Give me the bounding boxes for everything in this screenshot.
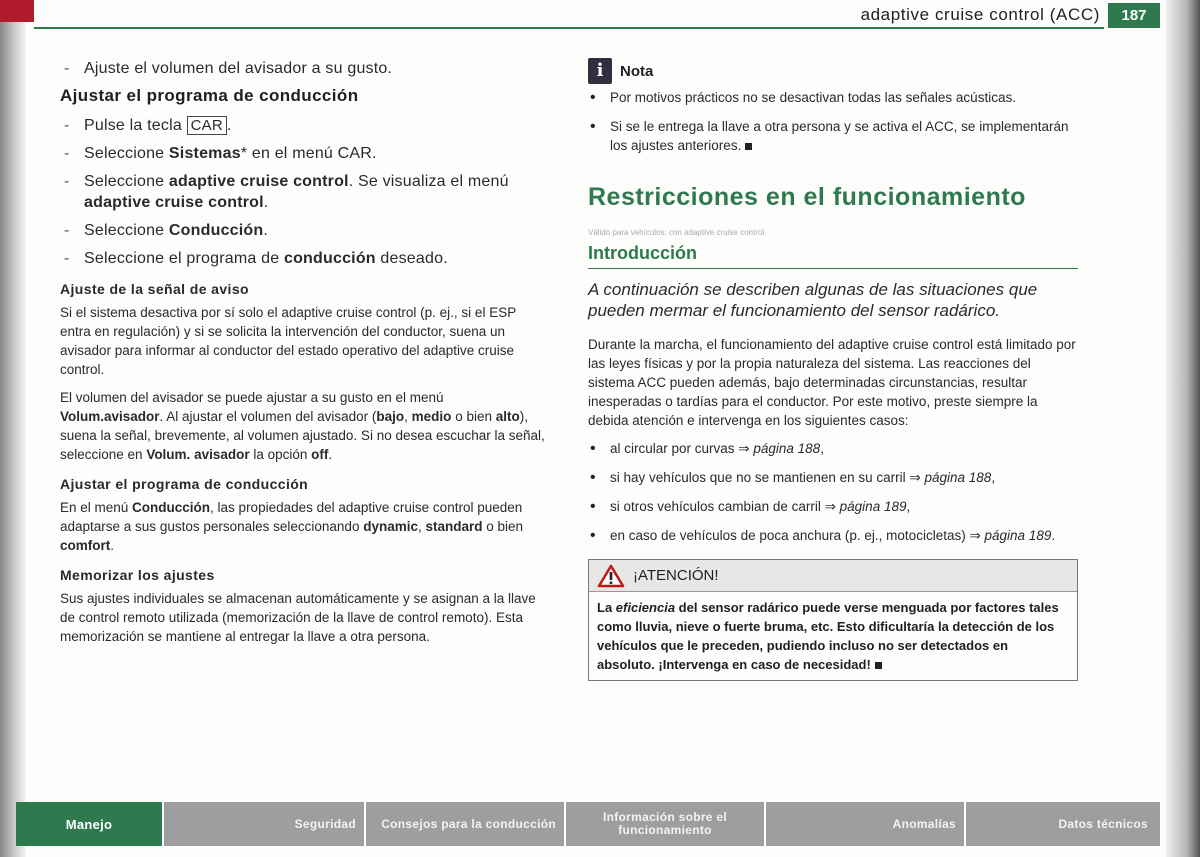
- menu-term: standard: [425, 519, 483, 534]
- text: .: [1051, 528, 1056, 543]
- program2-paragraph: [60, 498, 550, 555]
- list-item: [588, 439, 1078, 458]
- step-text: * en el menú CAR.: [240, 145, 377, 162]
- step-acc: [60, 171, 550, 213]
- warning-triangle-icon: [597, 564, 625, 588]
- page-reference-link[interactable]: ⇒ página 189: [969, 528, 1052, 543]
- page-edge-right: [1166, 0, 1200, 857]
- menu-term: Volum.avisador: [60, 409, 160, 424]
- note-header: [588, 58, 1078, 84]
- program-heading: Ajustar el programa de conducción: [60, 86, 359, 105]
- left-column: [60, 58, 550, 655]
- tab-seguridad[interactable]: Seguridad: [164, 802, 366, 846]
- warning-box: [588, 559, 1078, 681]
- note-bullet: • Por motivos prácticos no se desactivan todas las señales acústicas.: [588, 88, 1078, 107]
- step-press-car: [60, 115, 550, 136]
- menu-term: Volum. avisador: [146, 447, 250, 462]
- warning-label: ¡ATENCIÓN!: [633, 567, 719, 584]
- step-text: deseado.: [375, 250, 448, 267]
- text: ,: [906, 499, 911, 514]
- tab-consejos[interactable]: Consejos para la conducción: [366, 802, 566, 846]
- step-sistemas: [60, 143, 550, 164]
- step-text: Seleccione el programa de: [84, 250, 284, 267]
- menu-term: Conducción: [132, 500, 211, 515]
- text: , las propiedades del adaptive cruise control pueden adaptarse a sus gustos personales seleccionando: [60, 500, 523, 534]
- step-text: Seleccione: [84, 173, 169, 190]
- text: ,: [417, 519, 426, 534]
- text: ,: [991, 470, 996, 485]
- section-title: Restricciones en el funcionamiento: [588, 183, 1026, 211]
- step-volume: - Ajuste el volumen del avisador a su gusto.: [60, 58, 550, 79]
- tab-manejo[interactable]: Manejo: [16, 802, 164, 846]
- text: en caso de vehículos de poca anchura (p. ej., motocicletas): [610, 528, 970, 543]
- menu-term: comfort: [60, 538, 111, 553]
- step-program: [60, 248, 550, 269]
- text: o bien: [451, 409, 496, 424]
- running-header: adaptive cruise control (ACC): [860, 5, 1100, 24]
- page-reference-link[interactable]: ⇒ página 188: [738, 441, 821, 456]
- menu-term: Sistemas: [168, 145, 241, 162]
- warning-header: [589, 560, 1077, 592]
- menu-term: medio: [411, 409, 452, 424]
- info-icon: i: [588, 58, 612, 84]
- intro-paragraph: A continuación se describen algunas de las situaciones que pueden mermar el funcionamiento del sensor radárico.: [588, 280, 1038, 320]
- note-label: Nota: [620, 62, 654, 80]
- text: Si se le entrega la llave a otra persona y se activa el ACC, se implementarán los ajustes anteriores.: [610, 119, 1069, 153]
- step-text: .: [226, 117, 232, 134]
- menu-term: bajo: [376, 409, 405, 424]
- tab-datos-tecnicos[interactable]: Datos técnicos: [966, 802, 1160, 846]
- menu-term: conducción: [283, 250, 376, 267]
- text: ,: [404, 409, 412, 424]
- text: .: [110, 538, 115, 553]
- page-reference-link[interactable]: ⇒ página 188: [909, 470, 992, 485]
- signal-heading: Ajuste de la señal de aviso: [60, 281, 249, 297]
- end-mark: [875, 662, 882, 669]
- text: La: [597, 600, 616, 615]
- text: si hay vehículos que no se mantienen en su carril: [610, 470, 910, 485]
- menu-term: alto: [495, 409, 520, 424]
- text: En el menú: [60, 500, 133, 515]
- signal-paragraph-2: [60, 388, 550, 464]
- menu-term: Conducción: [168, 222, 264, 239]
- list-item: [588, 468, 1078, 487]
- text: ), suena la señal, brevemente, al volumen ajustado. Si no desea escuchar la señal, seleccione en: [60, 409, 545, 462]
- menu-term: adaptive cruise control: [168, 173, 349, 190]
- tab-anomalias[interactable]: Anomalías: [766, 802, 966, 846]
- text: ,: [820, 441, 824, 456]
- car-key: CAR: [187, 116, 227, 135]
- signal-paragraph-1: Si el sistema desactiva por sí solo el adaptive cruise control (p. ej., si el ESP entra en regulación) y si se solicita la intervención del conductor, suena un avisador para informar al conductor del estado operativo del adaptive cruise control.: [60, 305, 516, 377]
- memory-heading: Memorizar los ajustes: [60, 567, 215, 583]
- chapter-tabs: [16, 802, 1160, 846]
- text: del sensor radárico puede verse menguada por factores tales como lluvia, nieve o fuerte bruma, etc. Esto dificultaría la detección de los vehículos que le preceden, pudiendo incluso no ser detectados en absoluto. ¡Intervenga en caso de necesidad!: [597, 600, 1059, 672]
- list-item: [588, 497, 1078, 516]
- intro-heading: Introducción: [588, 243, 1078, 269]
- tab-informacion[interactable]: Información sobre el funcionamiento: [566, 802, 766, 846]
- menu-term: off: [311, 447, 329, 462]
- memory-paragraph: Sus ajustes individuales se almacenan automáticamente y se asignan a la llave de control remoto utilizada (memorización de la llave de control remoto). Esta memorización se mantiene al entregar la llave a otra persona.: [60, 591, 536, 644]
- list-item: [588, 526, 1078, 545]
- right-column: [588, 58, 1078, 681]
- page-number: 187: [1108, 3, 1160, 28]
- body-paragraph: Durante la marcha, el funcionamiento del adaptive cruise control está limitado por las leyes físicas y por la propia naturaleza del sistema. Las reacciones del sistema ACC pueden además, bajo determinadas circunstancias, resultar inesperadas o tardías para el conductor. Por este motivo, preste siempre la debida atención e intervenga en los siguientes casos:: [588, 337, 1076, 428]
- menu-term: adaptive cruise control: [84, 194, 264, 211]
- step-text: Seleccione: [84, 145, 169, 162]
- page-corner-mark: [0, 0, 34, 22]
- text: si otros vehículos cambian de carril: [610, 499, 825, 514]
- case-list: [588, 439, 1078, 545]
- text: la opción: [249, 447, 312, 462]
- menu-term: dynamic: [363, 519, 418, 534]
- page-edge-left: [0, 0, 26, 857]
- note-bullet: [588, 117, 1078, 155]
- page-reference-link[interactable]: ⇒ página 189: [824, 499, 907, 514]
- text: El volumen del avisador se puede ajustar a su gusto en el menú: [60, 390, 444, 405]
- step-text: . Se visualiza el menú: [348, 173, 509, 190]
- end-mark: [745, 143, 752, 150]
- emphasis: eficiencia: [615, 600, 676, 615]
- text: .: [328, 447, 333, 462]
- text: . Al ajustar el volumen del avisador (: [159, 409, 377, 424]
- step-text: .: [263, 222, 269, 239]
- program2-heading: Ajustar el programa de conducción: [60, 476, 309, 492]
- step-text: .: [263, 194, 269, 211]
- step-text: Seleccione: [84, 222, 169, 239]
- step-conduccion: [60, 220, 550, 241]
- validity-caption: Válido para vehículos: con adaptive cruise control: [588, 228, 765, 237]
- warning-text: [589, 592, 1077, 680]
- header-rule: [34, 27, 1104, 29]
- text: o bien: [482, 519, 524, 534]
- text: al circular por curvas: [610, 441, 739, 456]
- step-text: Pulse la tecla: [84, 117, 187, 134]
